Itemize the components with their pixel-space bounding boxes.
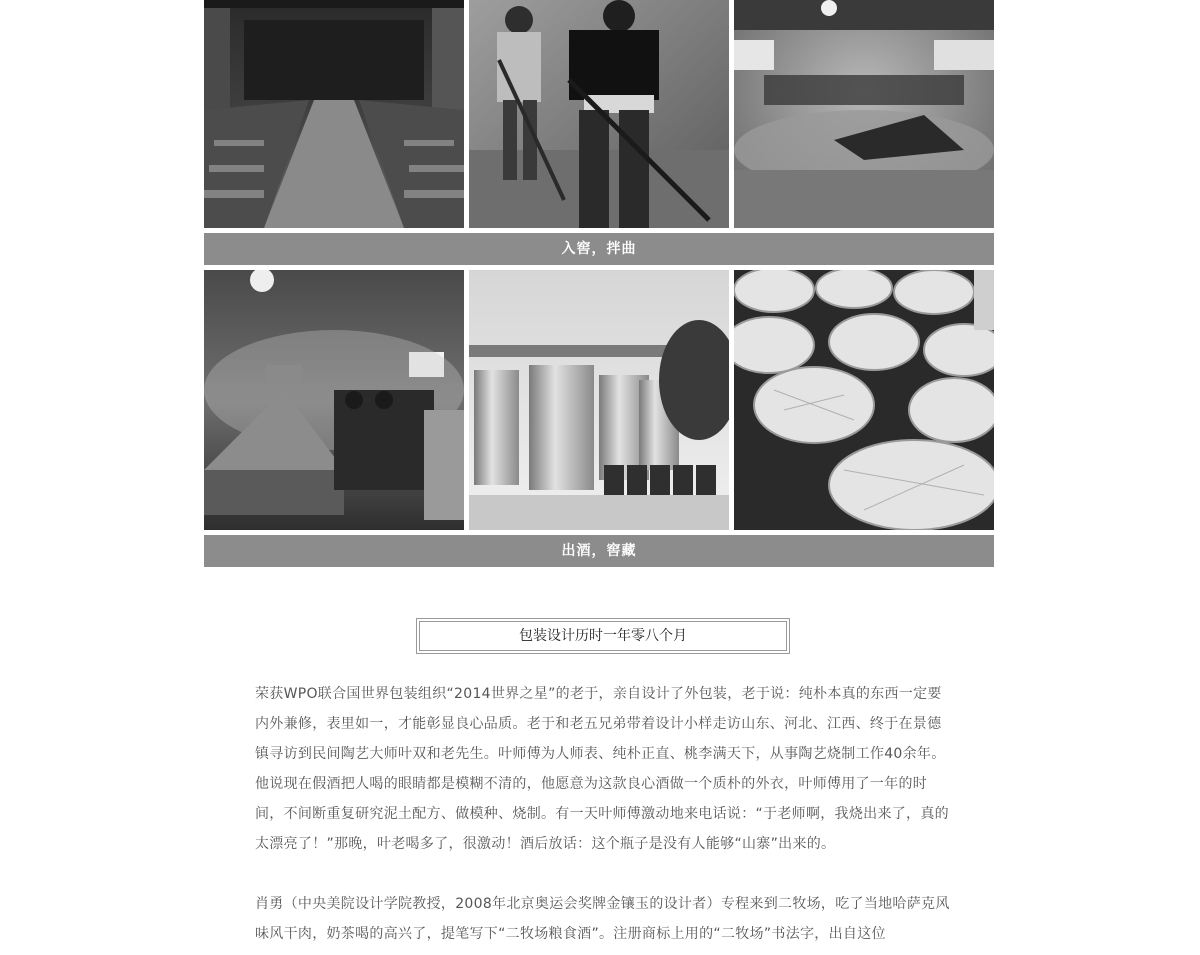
covered-jars-storage-photo	[734, 270, 994, 530]
photo-row-cellar-mixing	[204, 0, 994, 228]
process-photo-gallery	[204, 0, 994, 567]
article-paragraph-1: 荣获WPO联合国世界包装组织“2014世界之星”的老于，亲自设计了外包装，老于说：纯朴本真的东西一定要内外兼修，表里如一，才能彰显良心品质。老于和老五兄弟带着设计小样走访山东、河北、江西、终于在景德镇寻访到民间陶艺大师叶双和老先生。叶师傅为人师表、纯朴正直、桃李满天下，从事陶艺烧制工作40余年。他说现在假酒把人喝的眼睛都是模糊不清的，他愿意为这款良心酒做一个质朴的外衣，叶师傅用了一年的时间，不间断重复研究泥土配方、做模种、烧制。有一天叶师傅激动地来电话说：“于老师啊，我烧出来了，真的太漂亮了！”那晚，叶老喝多了，很激动！酒后放话：这个瓶子是没有人能够“山寨”出来的。	[255, 686, 949, 852]
article-body	[255, 679, 955, 949]
steaming-workshop-photo	[734, 0, 994, 228]
photo-row-distill-storage	[204, 270, 994, 530]
distillation-still-photo	[204, 270, 464, 530]
caption-cellar-mixing: 入窖，拌曲	[204, 233, 994, 265]
section-title-text: 包装设计历时一年零八个月	[419, 621, 787, 651]
section-title-box	[416, 618, 790, 654]
caption-distill-storage: 出酒，窖藏	[204, 535, 994, 567]
fermentation-cellar-photo	[204, 0, 464, 228]
article-paragraph-2: 肖勇（中央美院设计学院教授，2008年北京奥运会奖牌金镶玉的设计者）专程来到二牧场，吃了当地哈萨克风味风干肉，奶茶喝的高兴了，提笔写下“二牧场粮食酒”。注册商标上用的“二牧场”书法字，出自这位	[255, 896, 950, 942]
steel-storage-tanks-photo	[469, 270, 729, 530]
workers-mixing-grain-photo	[469, 0, 729, 228]
